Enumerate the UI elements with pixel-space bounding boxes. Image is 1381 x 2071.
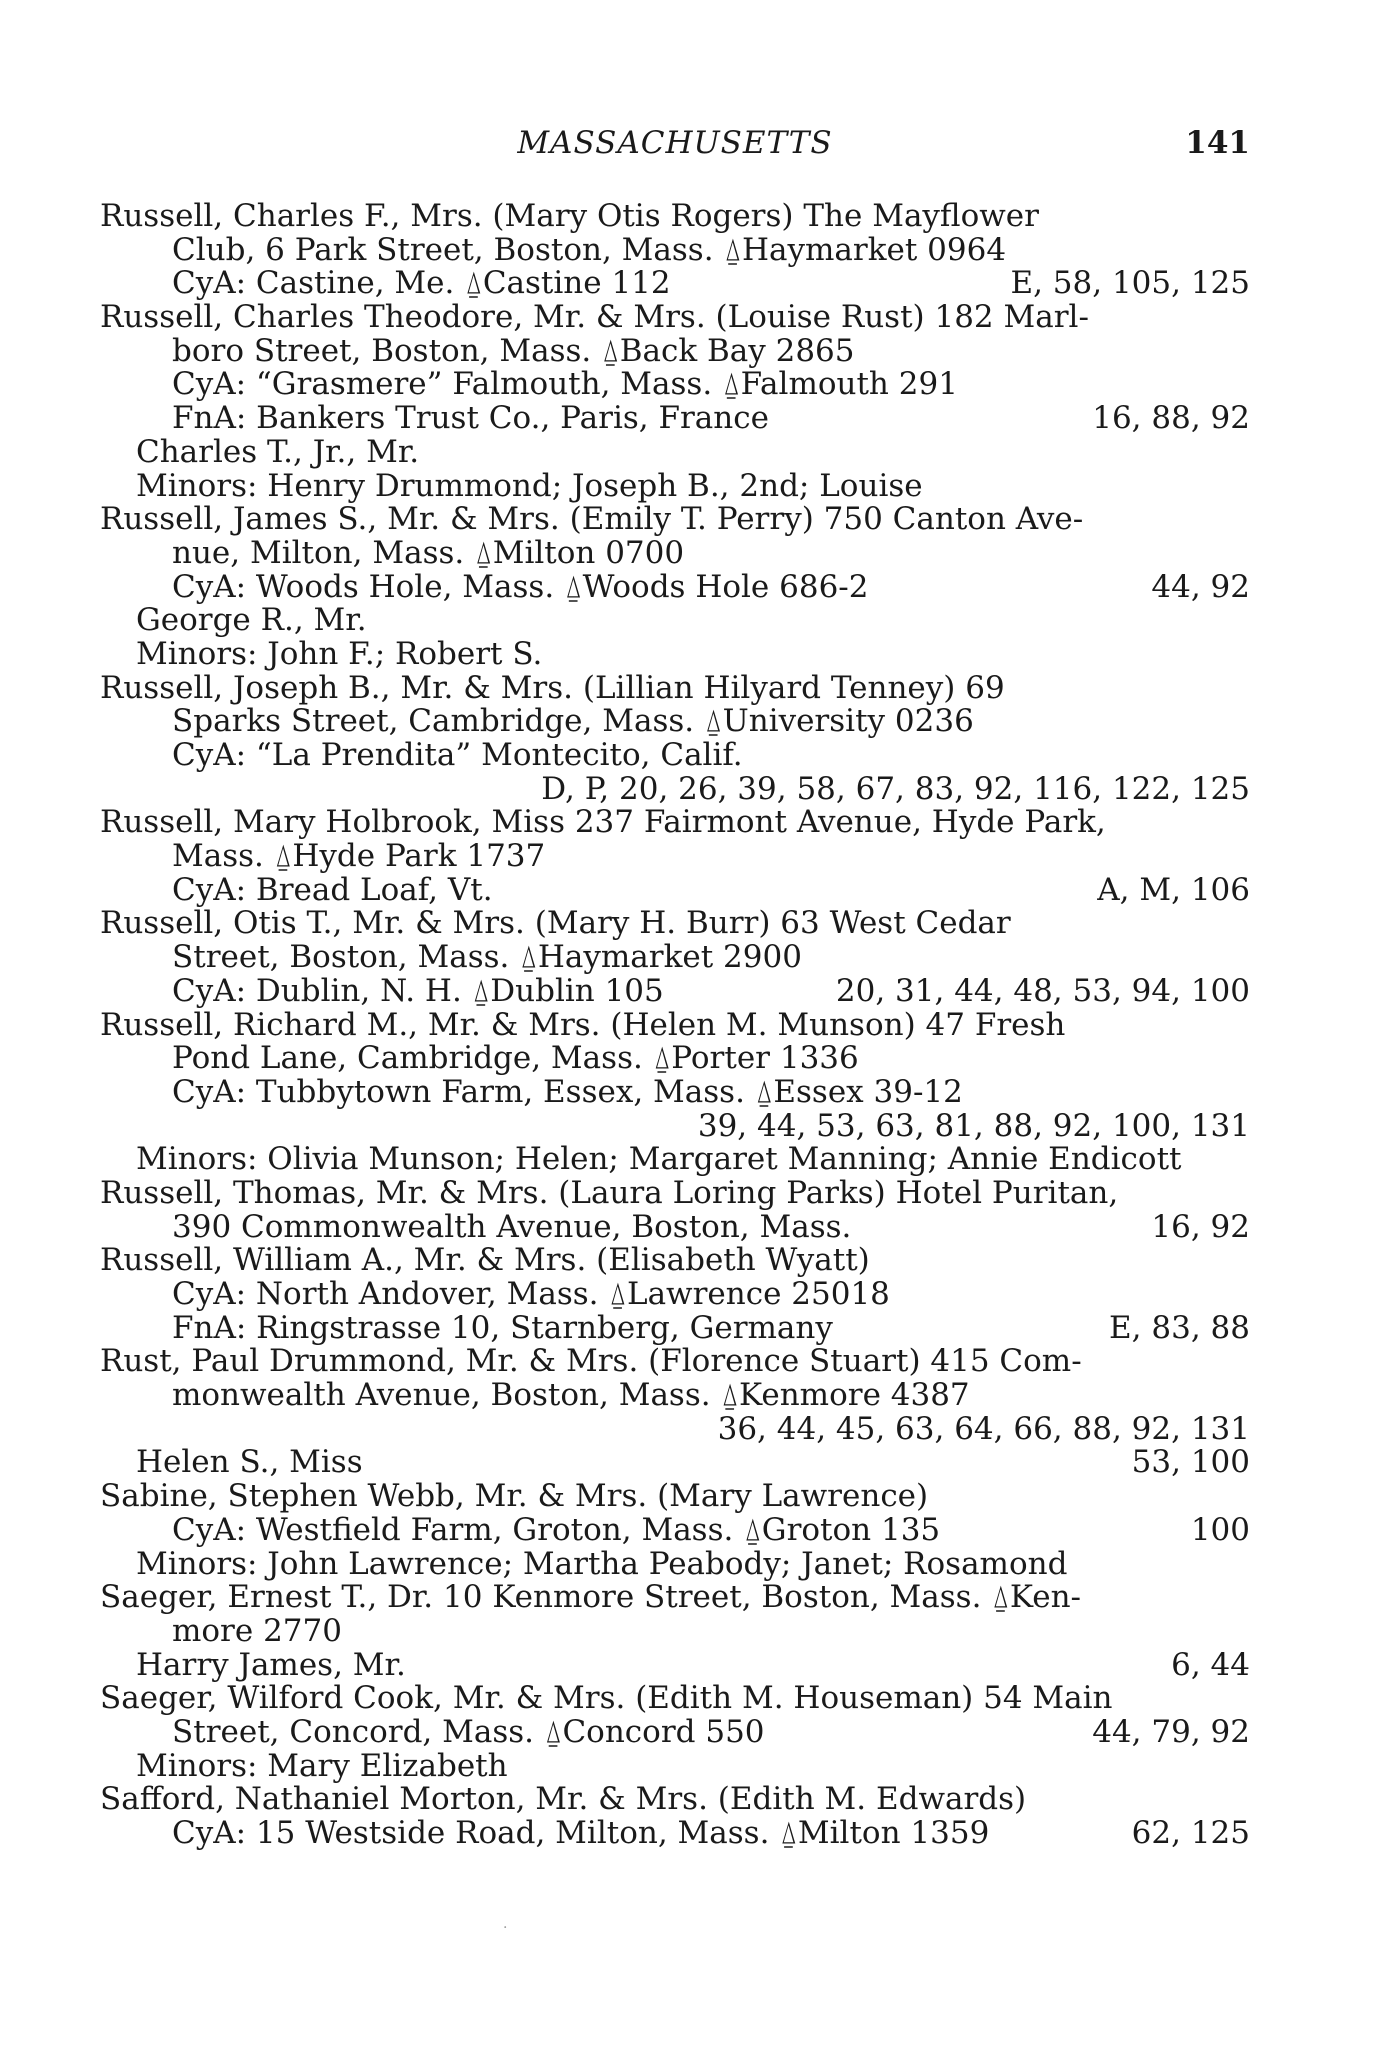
entry-heading-line bbox=[100, 200, 1250, 234]
entry-heading-line bbox=[100, 1345, 1250, 1379]
entry-references: 53, 100 bbox=[1131, 1444, 1250, 1481]
entry-text: FnA: Bankers Trust Co., Paris, France bbox=[172, 400, 769, 437]
entry-line bbox=[100, 402, 1250, 436]
entry-text: Russell, Richard M., Mr. & Mrs. (Helen M. Munson) 47 Fresh bbox=[100, 1006, 1066, 1043]
entry-line bbox=[100, 1073, 1250, 1110]
entry-line bbox=[100, 267, 1250, 301]
entry-text: Russell, Joseph B., Mr. & Mrs. (Lillian Hilyard Tenney) 69 bbox=[100, 669, 1005, 706]
entry-references: A, M, 106 bbox=[1097, 871, 1250, 908]
entry-heading-line bbox=[100, 301, 1250, 335]
entry-heading-line bbox=[100, 907, 1250, 941]
entry-text: Safford, Nathaniel Morton, Mr. & Mrs. (Edith M. Edwards) bbox=[100, 1781, 1027, 1818]
entry-text: CyA: “Grasmere” Falmouth, Mass. ⍙Falmouth 291 bbox=[172, 366, 958, 403]
entry-line bbox=[100, 1410, 1250, 1447]
entry-text: CyA: “La Prendita” Montecito, Calif. bbox=[172, 737, 743, 773]
entry-text: CyA: Dublin, N. H. ⍙Dublin 105 bbox=[172, 972, 664, 1009]
entry-line bbox=[100, 840, 1250, 874]
entry-text: Russell, William A., Mr. & Mrs. (Elisabeth Wyatt) bbox=[100, 1242, 870, 1279]
entry-line bbox=[100, 568, 1250, 605]
entry-line bbox=[100, 231, 1250, 268]
entry-line bbox=[100, 871, 1250, 908]
entry-text: Russell, Charles Theodore, Mr. & Mrs. (Louise Rust) 182 Marl- bbox=[100, 299, 1089, 336]
entry-text: Club, 6 Park Street, Boston, Mass. ⍙Haymarket 0964 bbox=[172, 231, 1007, 268]
entry-references: D, P, 20, 26, 39, 58, 67, 83, 92, 116, 122, 125 bbox=[541, 770, 1250, 807]
entry-text: CyA: Tubbytown Farm, Essex, Mass. ⍙Essex 39-12 bbox=[172, 1073, 963, 1110]
entry-text: George R., Mr. bbox=[136, 602, 367, 639]
entry-text: boro Street, Boston, Mass. ⍙Back Bay 2865 bbox=[172, 332, 855, 369]
entry-text: Russell, Mary Holbrook, Miss 237 Fairmont Avenue, Hyde Park, bbox=[100, 804, 1106, 841]
entry-line bbox=[100, 705, 1250, 739]
entry-line bbox=[100, 467, 1250, 504]
entry-references: 44, 79, 92 bbox=[1092, 1713, 1250, 1750]
entry-heading-line bbox=[100, 1006, 1250, 1043]
entry-heading-line bbox=[100, 806, 1250, 840]
entry-references: 62, 125 bbox=[1131, 1815, 1250, 1851]
entry-text: monwealth Avenue, Boston, Mass. ⍙Kenmore 4387 bbox=[172, 1377, 970, 1414]
entry-references: 20, 31, 44, 48, 53, 94, 100 bbox=[835, 972, 1250, 1009]
entry-text: Russell, Thomas, Mr. & Mrs. (Laura Loring Parks) Hotel Puritan, bbox=[100, 1174, 1119, 1211]
entry-text: nue, Milton, Mass. ⍙Milton 0700 bbox=[172, 534, 685, 571]
entry-text: Russell, Charles F., Mrs. (Mary Otis Rogers) The Mayflower bbox=[100, 198, 1039, 234]
entry-text: CyA: 15 Westside Road, Milton, Mass. ⍙Milton 1359 bbox=[172, 1815, 990, 1851]
entry-text: Minors: Henry Drummond; Joseph B., 2nd; Louise bbox=[136, 467, 923, 504]
entry-text: 390 Commonwealth Avenue, Boston, Mass. bbox=[172, 1208, 852, 1245]
entry-references: 16, 88, 92 bbox=[1092, 400, 1250, 437]
entry-line bbox=[100, 1612, 1250, 1649]
entry-line bbox=[100, 1208, 1250, 1245]
entry-text: FnA: Ringstrasse 10, Starnberg, Germany bbox=[172, 1309, 833, 1346]
entry-line bbox=[100, 739, 1250, 773]
entry-text: Sabine, Stephen Webb, Mr. & Mrs. (Mary Lawrence) bbox=[100, 1478, 929, 1515]
entry-text: Rust, Paul Drummond, Mr. & Mrs. (Florence Stuart) 415 Com- bbox=[100, 1343, 1082, 1380]
entry-line bbox=[100, 332, 1250, 369]
ink-smudge: · bbox=[503, 1920, 508, 1936]
entry-text: Minors: John Lawrence; Martha Peabody; Janet; Rosamond bbox=[136, 1545, 1068, 1582]
entry-heading-line bbox=[100, 1174, 1250, 1211]
entry-line bbox=[100, 1713, 1250, 1750]
entry-line bbox=[100, 604, 1250, 638]
entry-line bbox=[100, 1309, 1250, 1346]
entry-text: CyA: Bread Loaf, Vt. bbox=[172, 871, 493, 908]
entry-references: 44, 92 bbox=[1151, 568, 1250, 605]
entry-line bbox=[100, 1379, 1250, 1413]
entry-line bbox=[100, 972, 1250, 1009]
entry-line bbox=[100, 433, 1250, 470]
entry-heading-line bbox=[100, 1783, 1250, 1817]
entry-text: Minors: Mary Elizabeth bbox=[136, 1747, 508, 1784]
running-head: MASSACHUSETTS bbox=[517, 125, 833, 161]
entry-text: Street, Concord, Mass. ⍙Concord 550 bbox=[172, 1713, 765, 1750]
entry-text: CyA: Castine, Me. ⍙Castine 112 bbox=[172, 265, 671, 302]
entry-text: Harry James, Mr. bbox=[136, 1646, 406, 1683]
entry-line bbox=[100, 1107, 1250, 1144]
entry-text: Russell, James S., Mr. & Mrs. (Emily T. Perry) 750 Canton Ave- bbox=[100, 501, 1084, 538]
entry-line bbox=[100, 1646, 1250, 1683]
entry-line bbox=[100, 1278, 1250, 1312]
entry-text: Helen S., Miss bbox=[136, 1444, 363, 1481]
entry-references: 16, 92 bbox=[1151, 1208, 1250, 1245]
entry-heading-line bbox=[100, 1480, 1250, 1514]
entry-line bbox=[100, 534, 1250, 571]
entry-references: 36, 44, 45, 63, 64, 66, 88, 92, 131 bbox=[717, 1410, 1250, 1447]
entry-line bbox=[100, 1446, 1250, 1480]
entry-line bbox=[100, 1511, 1250, 1548]
entry-line bbox=[100, 941, 1250, 975]
entry-references: 6, 44 bbox=[1171, 1646, 1250, 1683]
entry-text: Street, Boston, Mass. ⍙Haymarket 2900 bbox=[172, 939, 802, 976]
entry-references: E, 58, 105, 125 bbox=[1010, 265, 1250, 302]
entry-line bbox=[100, 1545, 1250, 1582]
entry-text: CyA: North Andover, Mass. ⍙Lawrence 25018 bbox=[172, 1276, 890, 1312]
entry-text: Minors: Olivia Munson; Helen; Margaret Manning; Annie Endicott bbox=[136, 1141, 1182, 1178]
entry-line bbox=[100, 1747, 1250, 1784]
entry-heading-line bbox=[100, 1581, 1250, 1615]
entry-text: Mass. ⍙Hyde Park 1737 bbox=[172, 838, 546, 875]
entry-line bbox=[100, 1817, 1250, 1851]
entry-text: Charles T., Jr., Mr. bbox=[136, 433, 420, 470]
directory-entries bbox=[100, 200, 1250, 1851]
entry-text: Russell, Otis T., Mr. & Mrs. (Mary H. Burr) 63 West Cedar bbox=[100, 905, 1011, 942]
entry-references: E, 83, 88 bbox=[1109, 1309, 1250, 1346]
entry-text: Pond Lane, Cambridge, Mass. ⍙Porter 1336 bbox=[172, 1040, 859, 1077]
page-number: 141 bbox=[1185, 125, 1250, 161]
entry-text: Saeger, Wilford Cook, Mr. & Mrs. (Edith M. Houseman) 54 Main bbox=[100, 1680, 1113, 1717]
page-header bbox=[100, 125, 1250, 175]
entry-line bbox=[100, 635, 1250, 672]
entry-text: Minors: John F.; Robert S. bbox=[136, 635, 543, 672]
entry-heading-line bbox=[100, 1244, 1250, 1278]
entry-text: CyA: Woods Hole, Mass. ⍙Woods Hole 686-2 bbox=[172, 568, 869, 605]
entry-line bbox=[100, 1143, 1250, 1177]
entry-text: Saeger, Ernest T., Dr. 10 Kenmore Street, Boston, Mass. ⍙Ken- bbox=[100, 1579, 1082, 1616]
entry-heading-line bbox=[100, 503, 1250, 537]
entry-references: 100 bbox=[1190, 1511, 1250, 1548]
entry-line bbox=[100, 770, 1250, 807]
entry-references: 39, 44, 53, 63, 81, 88, 92, 100, 131 bbox=[697, 1107, 1250, 1144]
entry-line bbox=[100, 368, 1250, 402]
entry-heading-line bbox=[100, 1682, 1250, 1716]
entry-heading-line bbox=[100, 669, 1250, 706]
entry-text: Sparks Street, Cambridge, Mass. ⍙University 0236 bbox=[172, 703, 974, 740]
entry-text: more 2770 bbox=[172, 1612, 342, 1649]
entry-text: CyA: Westfield Farm, Groton, Mass. ⍙Groton 135 bbox=[172, 1511, 941, 1548]
entry-line bbox=[100, 1042, 1250, 1076]
